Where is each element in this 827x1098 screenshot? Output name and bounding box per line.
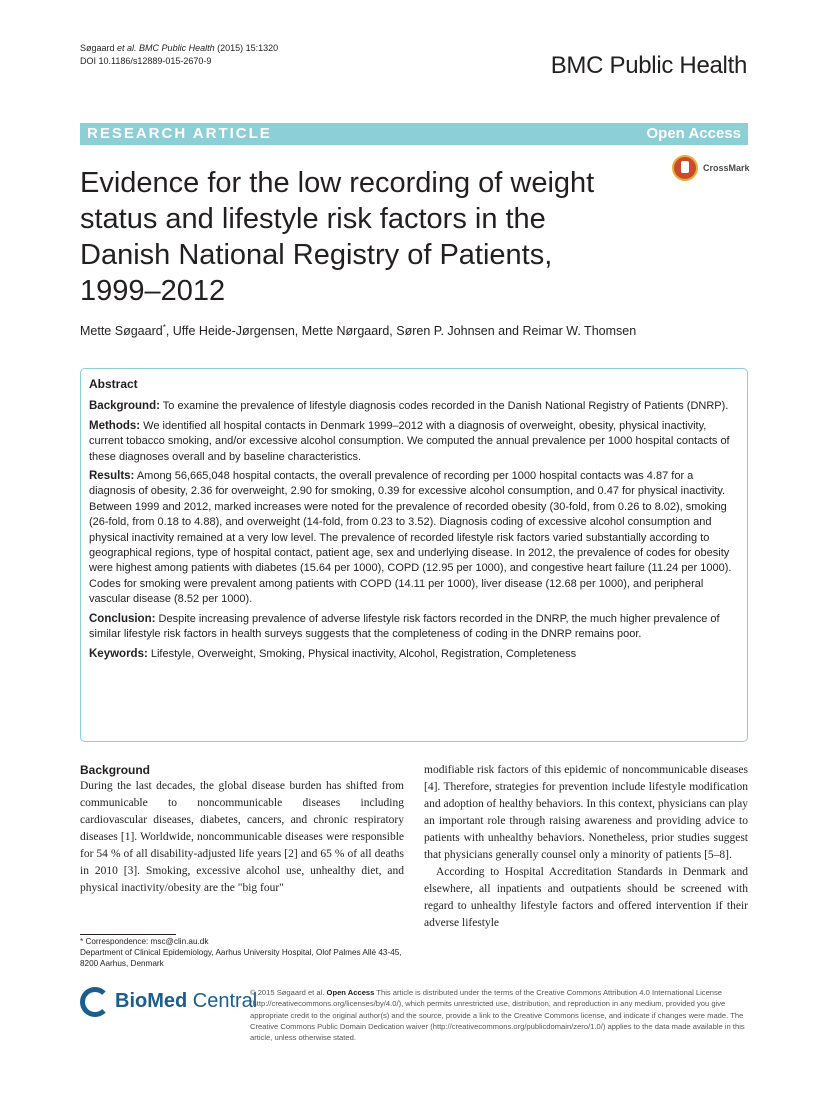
methods-text: We identified all hospital contacts in Denmark 1999–2012 with a diagnosis of overweight, obesity, physical inactivity, current tobacco smoking, and/or excessive alcohol consumption. We computed the annual prevalence per 1000 hospital contacts of these diagnoses overall and by baseline characteristics. (89, 419, 730, 463)
methods-label: Methods: (89, 419, 141, 432)
correspondence-email[interactable]: * Correspondence: msc@clin.au.dk (80, 937, 209, 946)
journal-name: BMC Public Health (550, 52, 747, 79)
affiliation: Department of Clinical Epidemiology, Aarhus University Hospital, Olof Palmes Allé 43-45, 8200 Aarhus, Denmark (80, 948, 402, 968)
keywords-label: Keywords: (89, 647, 148, 660)
article-banner (80, 123, 748, 145)
crossmark-badge[interactable] (672, 155, 752, 185)
abstract-box (80, 368, 748, 742)
article-title (80, 165, 660, 309)
background-text: To examine the prevalence of lifestyle diagnosis codes recorded in the Danish National Registry of Patients (DNRP). (159, 400, 729, 413)
title-line: Danish National Registry of Patients, (80, 239, 553, 271)
results-label: Results: (89, 470, 135, 483)
citation-authors: Søgaard (80, 43, 115, 53)
body-paragraph: During the last decades, the global disease burden has shifted from communicable to noncommunicable diseases including cardiovascular diseases, diabetes, cancers, and chronic respiratory diseases [1]. Worldwide, noncommunicable diseases were responsible for 54 % of all disability-adjusted life years [2] and 65 % of all deaths in 2010 [3]. Smoking, excessive alcohol use, unhealthy diet, and physical inactivity/obesity are the "big four" (80, 780, 404, 894)
biomed-central-logo[interactable] (80, 987, 258, 1019)
citation-header (80, 42, 278, 68)
body-column-left (80, 762, 404, 897)
citation-journal: et al. BMC Public Health (117, 43, 215, 53)
author-list (80, 323, 636, 338)
abstract-heading: Abstract (89, 377, 138, 391)
background-label: Background: (89, 400, 160, 413)
corresponding-mark: * (162, 323, 166, 332)
body-paragraph: According to Hospital Accreditation Standards in Denmark and elsewhere, all inpatients and outpatients should be screened with regard to unhealthy lifestyle factors and offered intervention if their adverse lifestyle (424, 866, 748, 929)
results-text: Among 56,665,048 hospital contacts, the overall prevalence of recording per 1000 hospital contacts was 4.87 for a diagnosis of obesity, 2.36 for overweight, 2.90 for smoking, 0.39 for excessive alcohol consumption, and 0.47 for physical inactivity. Between 1999 and 2012, marked increases were noted for the prevalence of recorded obesity (30-fold, from 0.26 to 8.02), smoking (26-fold, from 0.18 to 4.88), and overweight (14-fold, from 0.23 to 3.52). Diagnosis coding of excessive alcohol consumption and physical inactivity remained at a very low level. The prevalence of recorded lifestyle risk factors varied substantially according to geographical regions, type of hospital contact, patient age, sex and underlying disease. In 2012, the prevalence of codes for obesity were highest among patients with diabetes (15.64 per 1000), COPD (12.95 per 1000), and congestive heart failure (11.24 per 1000). Codes for smoking were prevalent among patients with COPD (14.11 per 1000), liver disease (12.68 per 1000), and peripheral vascular disease (8.52 per 1000). (89, 470, 732, 606)
body-column-right (424, 762, 748, 932)
doi-link[interactable]: DOI 10.1186/s12889-015-2670-9 (80, 56, 212, 66)
footnote (80, 936, 404, 969)
logo-bold-text: BioMed (115, 990, 188, 1012)
license-statement (250, 987, 750, 1043)
abstract-keywords (89, 647, 735, 662)
abstract-background (89, 399, 735, 414)
open-access-label: Open Access (646, 125, 741, 142)
conclusion-label: Conclusion: (89, 612, 156, 625)
crossmark-icon (672, 155, 698, 181)
corresponding-author[interactable]: Mette Søgaard (80, 324, 163, 339)
body-paragraph: modifiable risk factors of this epidemic of noncommunicable diseases [4]. Therefore, strategies for prevention include lifestyle modification and adoption of healthy behaviors. In this context, physicians can play an important role through raising awareness and providing advice to patients with unhealthy behaviors. Nonetheless, prior studies suggest that physicians generally counsel only a minority of patients [5–8]. (424, 764, 748, 861)
title-line: 1999–2012 (80, 275, 226, 307)
conclusion-text: Despite increasing prevalence of adverse lifestyle risk factors recorded in the DNRP, the much higher prevalence of similar lifestyle risk factors in health surveys suggests that the completeness of coding in the DNRP remains poor. (89, 612, 720, 641)
biomed-logo-icon (80, 987, 110, 1017)
title-line: status and lifestyle risk factors in the (80, 203, 546, 235)
abstract-results (89, 469, 735, 608)
abstract-conclusion (89, 612, 735, 643)
license-open-access: Open Access (326, 988, 375, 997)
license-prefix: © 2015 Søgaard et al. (250, 988, 327, 997)
footnote-divider (80, 934, 176, 935)
keywords-text: Lifestyle, Overweight, Smoking, Physical inactivity, Alcohol, Registration, Completeness (147, 647, 577, 660)
citation-year: (2015) 15:1320 (217, 43, 279, 53)
title-line: Evidence for the low recording of weight (80, 167, 595, 199)
abstract-methods (89, 419, 735, 465)
logo-light-text: Central (187, 990, 258, 1012)
license-text: This article is distributed under the terms of the Creative Commons Attribution 4.0 International License (http://creativecommons.org/licenses/by/4.0/), which permits unrestricted use, distribution, and reproduction in any medium, provided you give appropriate credit to the original author(s) and the source, provide a link to the Creative Commons license, and indicate if changes were made. The Creative Commons Public Domain Dedication waiver (http://creativecommons.org/publicdomain/zero/1.0/) applies to the data made available in this article, unless otherwise stated. (250, 988, 745, 1043)
crossmark-label: CrossMark (703, 163, 750, 173)
section-heading: Background (80, 763, 151, 777)
coauthors: , Uffe Heide-Jørgensen, Mette Nørgaard, Søren P. Johnsen and Reimar W. Thomsen (165, 324, 637, 339)
article-type-label: RESEARCH ARTICLE (87, 125, 272, 142)
